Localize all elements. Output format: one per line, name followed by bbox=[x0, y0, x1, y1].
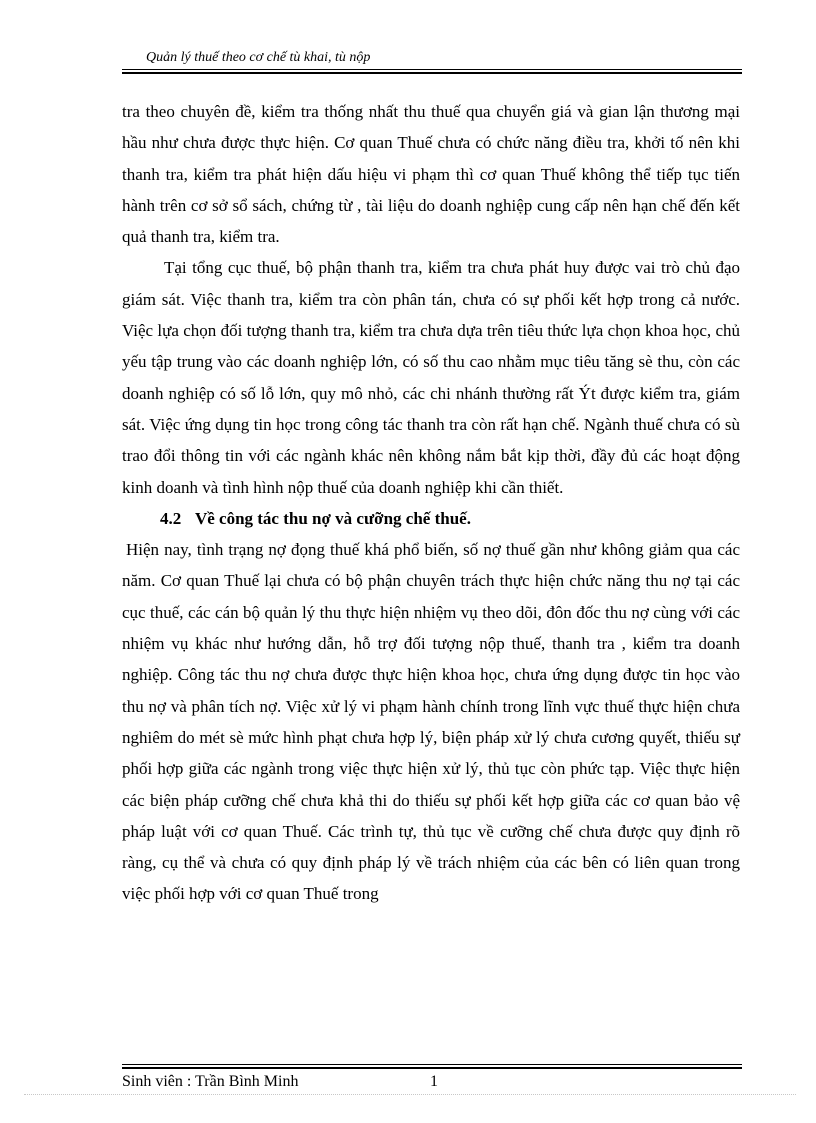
paragraph-2: Tại tổng cục thuế, bộ phận thanh tra, kiểm tra chưa phát huy được vai trò chủ đạo giám sát. Việc thanh tra, kiểm tra còn phân tán, chưa có sự phối kết hợp trong cả nước. Việc lựa chọn đối tượng thanh tra, kiểm tra chưa dựa trên tiêu thức lựa chọn khoa học, chủ yếu tập trung vào các doanh nghiệp lớn, có số thu cao nhằm mục tiêu tăng sè thu, còn các doanh nghiệp có số lỗ lớn, quy mô nhỏ, các chi nhánh thường rất Ýt được kiểm tra, giám sát. Việc ứng dụng tin học trong công tác thanh tra còn rất hạn chế. Ngành thuế chưa có sù trao đổi thông tin với các ngành khác nên không nắm bắt kịp thời, đầy đủ các hoạt động kinh doanh và tình hình nộp thuế của doanh nghiệp khi cần thiết. bbox=[122, 258, 740, 497]
section-title: Về công tác thu nợ và cưỡng chế thuế. bbox=[194, 508, 471, 528]
footer-rule bbox=[122, 1064, 742, 1069]
header-title: Quản lý thuế theo cơ chế tù khai, tù nộp bbox=[146, 50, 371, 65]
section-heading bbox=[122, 503, 740, 534]
page-footer bbox=[122, 1064, 742, 1093]
section-number: 4.2 bbox=[160, 508, 182, 528]
page-edge-divider bbox=[24, 1094, 796, 1095]
footer-student-name: Sinh viên : Trần Bình Minh bbox=[122, 1073, 299, 1090]
page-number: 1 bbox=[430, 1073, 438, 1090]
paragraph-3: Hiện nay, tình trạng nợ đọng thuế khá phổ biến, số nợ thuế gần như không giảm qua các năm. Cơ quan Thuế lại chưa có bộ phận chuyên trách thực hiện chức năng thu nợ tại các cục thuế, các cán bộ quản lý thu thực hiện nhiệm vụ theo dõi, đôn đốc thu nợ cùng với các nhiệm vụ khác như hướng dẫn, hỗ trợ đối tượng nộp thuế, thanh tra , kiểm tra doanh nghiệp. Công tác thu nợ chưa được thực hiện khoa học, chưa ứng dụng được tin học vào thu nợ và phân tích nợ. Việc xử lý vi phạm hành chính trong lĩnh vực thuế thực hiện chưa nghiêm do mét sè mức hình phạt chưa hợp lý, biện pháp xử lý chưa cương quyết, thiếu sự phối hợp giữa các ngành trong việc thực hiện xử lý, thủ tục còn phức tạp. Việc thực hiện các biện pháp cưỡng chế chưa khả thi do thiếu sự phối kết hợp giữa các cơ quan bảo vệ pháp luật với cơ quan Thuế. Các trình tự, thủ tục về cưỡng chế chưa được quy định rõ ràng, cụ thể và chưa có quy định pháp lý về trách nhiệm của các bên có liên quan trong việc phối hợp với cơ quan Thuế trong bbox=[122, 540, 740, 904]
header-rule bbox=[122, 69, 742, 74]
paragraph-1: tra theo chuyên đề, kiểm tra thống nhất thu thuế qua chuyển giá và gian lận thương mại hầu như chưa được thực hiện. Cơ quan Thuế chưa có chức năng điều tra, khởi tố nên khi thanh tra, kiểm tra phát hiện dấu hiệu vi phạm thì cơ quan Thuế không thể tiếp tục tiến hành trên cơ sở sổ sách, chứng từ , tài liệu do doanh nghiệp cung cấp nên hạn chế đến kết quả thanh tra, kiểm tra. bbox=[122, 102, 740, 247]
page-header bbox=[122, 50, 742, 74]
body-content bbox=[122, 96, 740, 910]
